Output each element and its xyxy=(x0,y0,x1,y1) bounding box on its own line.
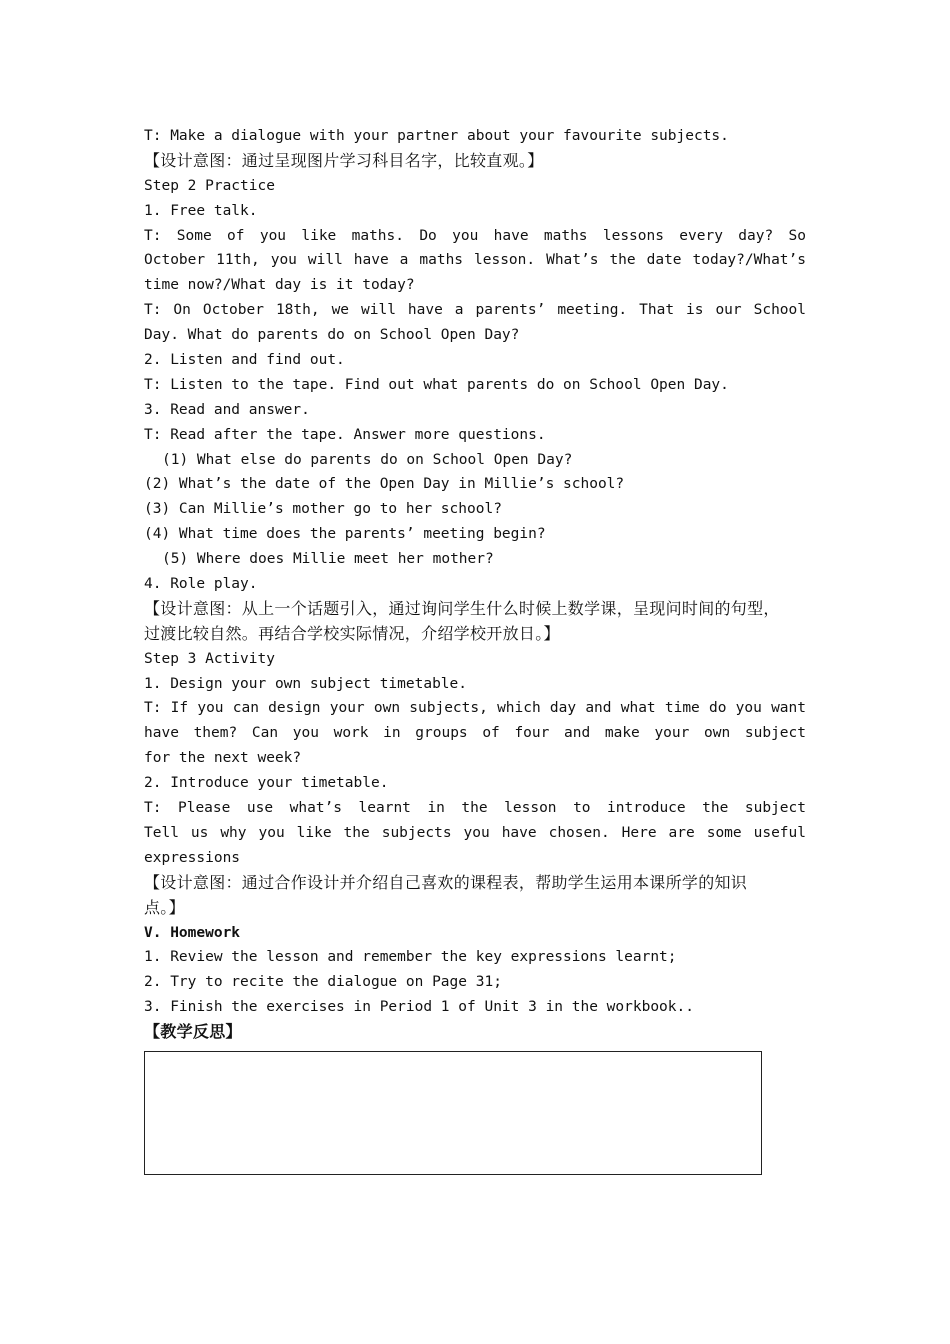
question-item: (1) What else do parents do on School Open Day? xyxy=(162,451,573,468)
question-item: (2) What’s the date of the Open Day in Millie’s school? xyxy=(144,476,625,493)
step-item: 2. Listen and find out. xyxy=(144,352,345,369)
text-line: Tell us why you like the subjects you have chosen. Here are some useful xyxy=(144,824,806,841)
step-item: 1. Free talk. xyxy=(144,202,258,219)
document-body xyxy=(144,124,806,1045)
section-heading: Step 3 Activity xyxy=(144,650,275,667)
reflection-heading: 【教学反思】 xyxy=(144,1022,242,1042)
step-item: 1. Design your own subject timetable. xyxy=(144,675,468,692)
text-line: T: On October 18th, we will have a parents’ meeting. That is our School xyxy=(144,302,806,319)
text-line: T: Read after the tape. Answer more questions. xyxy=(144,426,546,443)
reflection-box xyxy=(144,1051,762,1175)
step-item: 3. Read and answer. xyxy=(144,401,310,418)
section-heading: Step 2 Practice xyxy=(144,177,275,194)
text-line: T: Some of you like maths. Do you have maths lessons every day? So xyxy=(144,227,806,244)
design-intent-note: 【设计意图：通过合作设计并介绍自己喜欢的课程表，帮助学生运用本课所学的知识 xyxy=(144,872,748,892)
design-intent-note: 过渡比较自然。再结合学校实际情况，介绍学校开放日。】 xyxy=(144,623,560,643)
homework-item: 1. Review the lesson and remember the key expressions learnt; xyxy=(144,949,677,966)
text-line: T: Please use what’s learnt in the lesson to introduce the subject xyxy=(144,800,806,817)
text-line: have them? Can you work in groups of four and make your own subject xyxy=(144,725,806,742)
text-line: for the next week? xyxy=(144,750,302,767)
question-item: (4) What time does the parents’ meeting begin? xyxy=(144,526,546,543)
text-line: T: If you can design your own subjects, which day and what time do you want xyxy=(144,700,806,717)
design-intent-note: 【设计意图：从上一个话题引入，通过询问学生什么时候上数学课，呈现问时间的句型， xyxy=(144,598,780,618)
design-intent-note: 【设计意图：通过呈现图片学习科目名字，比较直观。】 xyxy=(144,150,544,170)
step-item: 4. Role play. xyxy=(144,576,258,593)
step-item: 2. Introduce your timetable. xyxy=(144,775,389,792)
question-item: (3) Can Millie’s mother go to her school? xyxy=(144,501,502,518)
homework-item: 3. Finish the exercises in Period 1 of Unit 3 in the workbook.. xyxy=(144,999,694,1016)
text-line: time now?/What day is it today? xyxy=(144,277,415,294)
homework-item: 2. Try to recite the dialogue on Page 31; xyxy=(144,974,502,991)
question-item: (5) Where does Millie meet her mother? xyxy=(162,551,494,568)
text-line: October 11th, you will have a maths lesson. What’s the date today?/What’s xyxy=(144,252,806,269)
text-line: T: Listen to the tape. Find out what parents do on School Open Day. xyxy=(144,376,729,393)
homework-heading: V. Homework xyxy=(144,924,241,941)
design-intent-note: 点。】 xyxy=(144,897,185,917)
text-line: T: Make a dialogue with your partner about your favourite subjects. xyxy=(144,128,729,144)
text-line: expressions xyxy=(144,849,241,866)
text-line: Day. What do parents do on School Open Day? xyxy=(144,327,520,344)
